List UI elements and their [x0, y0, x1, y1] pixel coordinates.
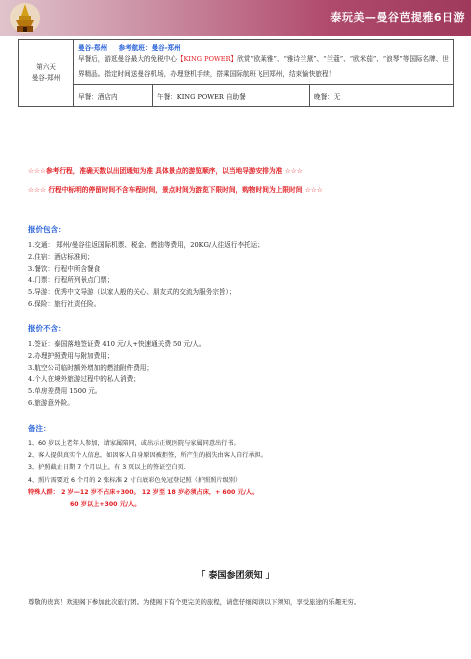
list-item: 6.旅游意外险。 — [28, 398, 74, 407]
route-title — [78, 42, 449, 52]
day-route: 曼谷-郑州 — [31, 74, 61, 82]
included-heading: 报价包含： — [28, 225, 66, 234]
page-title: 泰玩美—曼谷芭提雅6日游 — [330, 11, 465, 24]
list-item: 4.个人在境外旅游过程中的私人消费； — [28, 375, 140, 384]
desc-part1: 早餐后，游逛曼谷最大的免税中心 — [78, 55, 177, 63]
list-item: 2.住宿：酒店标准间； — [28, 252, 94, 261]
list-item: 1、60 岁以上老年人参加，请家属陪同，或出示正规医院与家属同意出行书。 — [28, 440, 240, 447]
list-item: 1.交通： 郑州/曼谷往返国际机票、税金、燃油等费用，20KG/人往返行李托运； — [28, 241, 264, 249]
day-number: 第六天 — [36, 63, 56, 71]
list-item: 1.签证：泰国落地签证费 410 元/人+快速通关费 50 元/人。 — [28, 340, 206, 348]
itinerary-notes — [28, 162, 448, 200]
note-line-2: ☆☆☆ 行程中标明的停留时间不含车程时间，景点时间为游览下限时间，购物时间为上限时间 ☆☆☆ — [28, 186, 323, 194]
day-cell — [19, 40, 74, 107]
header-banner — [0, 0, 471, 36]
desc-part2: 欣赏“欧莱雅”、“雅诗兰黛”、“兰蔻”、“欧米茄”、“浪琴”等国际名牌、世界精品。指定时间送曼谷机场，办理登机手续，搭乘国际航班飞回郑州，结束愉快旅程！ — [78, 55, 449, 78]
excluded-list — [28, 339, 206, 410]
flight-label: 参考航班：曼谷-郑州 — [118, 44, 181, 52]
notice-title: 「 泰国参团须知 」 — [196, 571, 275, 581]
route-name: 曼谷-郑州 — [78, 44, 108, 52]
special-group-line-2: 60 岁以上+300 元/人。 — [70, 501, 141, 509]
special-group-line — [28, 487, 267, 499]
list-item: 2.办理护照费用与附加费用； — [28, 351, 114, 360]
day-description-cell — [74, 40, 454, 85]
list-item: 2、客人提供真实个人信息，如因客人自身原因被拒签，所产生的损失由客人自行承担。 — [28, 452, 268, 460]
day-description — [78, 52, 449, 82]
breakfast-cell: 早餐：酒店内 — [74, 85, 153, 107]
dinner-cell: 晚餐：无 — [310, 85, 454, 107]
lunch-cell: 午餐：KING POWER 自助餐 — [153, 85, 310, 107]
included-list — [28, 240, 264, 311]
list-item: 3.航空公司临时额外增加的燃油附件费用； — [28, 363, 153, 372]
list-item: 4、照片需要近 6 个月的 2 张标准 2 寸白底彩色免冠登记照（护照照片级别） — [28, 476, 242, 484]
special-group-label: 特殊人群： — [28, 488, 59, 496]
notice-text: 尊敬的贵宾！欢迎阁下参加此次旅行团。为使阁下有个更完美的旅程，请您仔细阅读以下须知，享受旅途的乐趣无穷。 — [28, 598, 361, 606]
thai-temple-logo-icon — [8, 2, 42, 34]
itinerary-table — [18, 39, 454, 107]
king-power-highlight: 【KING POWER】 — [176, 55, 238, 63]
remarks-heading: 备注： — [28, 424, 51, 433]
excluded-heading: 报价不含： — [28, 324, 66, 333]
list-item: 3、护照截止日期 7 个月以上，有 3 页以上的签证空白页. — [28, 464, 186, 472]
remarks-list — [28, 438, 267, 511]
list-item: 4.门票：行程所列景点门票； — [28, 276, 114, 285]
list-item: 6.保险：旅行社责任险。 — [28, 299, 101, 308]
special-group-price-1: 2 岁—12 岁不占床+300。 12 岁至 18 岁必须占床，+ 600 元/人。 — [61, 488, 259, 496]
list-item: 5.导游：优秀中文导游（以家人般的关心、朋友式的交流为服务宗旨）； — [28, 288, 236, 297]
list-item: 5.单房差费用 1500 元。 — [28, 387, 102, 396]
list-item: 3.餐饮：行程中所含餐食 — [28, 264, 101, 273]
note-line-1: ☆☆☆参考行程，准确天数以出团通知为准 具体景点的游览顺序，以当地导游安排为准 ☆☆☆ — [28, 167, 303, 175]
